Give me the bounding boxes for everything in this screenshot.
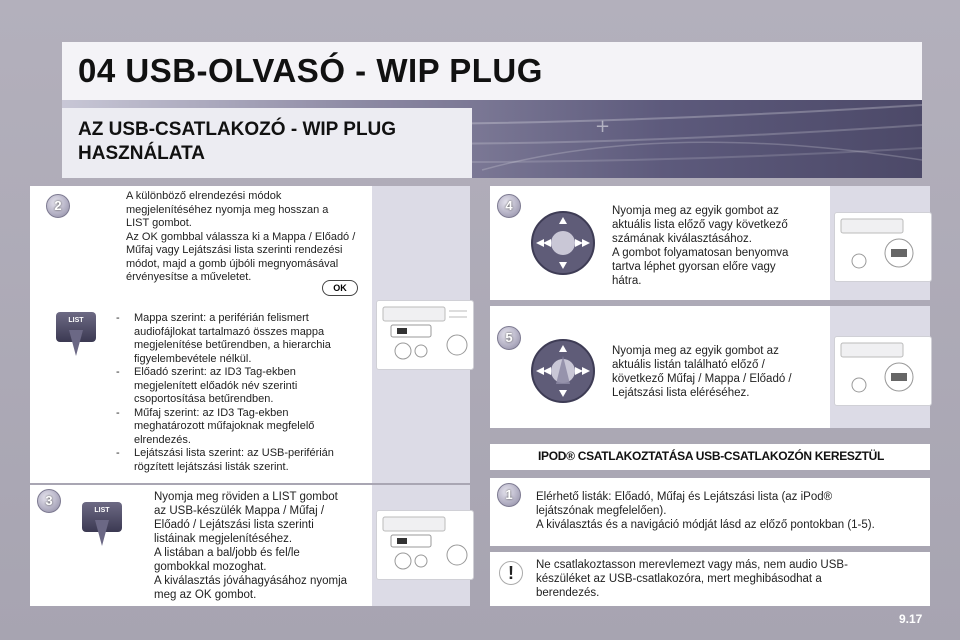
step2-bullets: [116, 312, 371, 474]
step3-badge: 3: [37, 489, 61, 513]
step3-line: gombokkal mozoghat.: [154, 561, 267, 573]
step4-line: A gombot folyamatosan benyomva: [612, 247, 789, 259]
bullet-line: rögzített lejátszási listák szerint.: [134, 460, 289, 473]
bullet-line: meghatározott műfajoknak megfelelő: [134, 420, 315, 432]
warning-text: [536, 558, 926, 600]
bullet-dash: -: [116, 406, 120, 419]
radio-unit-illustration: [834, 212, 932, 282]
step3-line: az USB-készülék Mappa / Műfaj /: [154, 505, 325, 517]
bullet-dash: -: [116, 366, 120, 378]
step2-intro-line: megjelenítéséhez nyomja meg hosszan a: [126, 203, 329, 216]
bullet-line: megjelenítése betűrendben, a hierarchia: [134, 339, 331, 351]
navigation-pad-icon: [530, 210, 596, 276]
arrow-down-icon: [69, 330, 83, 356]
bullet-line: Lejátszási lista szerint: az USB-periférián: [134, 447, 334, 459]
warning-line: berendezés.: [536, 587, 600, 599]
bullet-line: figyelembevétele nélkül.: [134, 352, 252, 365]
ipod-badge: 1: [497, 483, 521, 507]
bullet-line: Műfaj szerint: az ID3 Tag-ekben: [134, 406, 289, 419]
bullet-item: [116, 407, 371, 448]
step4-line: Nyomja meg az egyik gombot az: [612, 205, 779, 217]
step5-line: következő Műfaj / Mappa / Előadó /: [612, 373, 792, 385]
step3-line: A kiválasztás jóváhagyásához nyomja: [154, 575, 348, 587]
step4-line: tartva léphet gyorsan előre vagy: [612, 261, 776, 273]
bullet-line: Előadó szerint: az ID3 Tag-ekben: [134, 366, 296, 378]
step5-line: Lejátszási lista eléréséhez.: [612, 387, 750, 399]
step2-intro-line: Műfaj vagy Lejátszási lista szerinti rendezési: [126, 244, 343, 256]
step3-line: listáinak megjelenítéséhez.: [154, 533, 293, 545]
step2-intro-line: Az OK gombbal válassza ki a Mappa / Előadó /: [126, 230, 356, 243]
warning-line: készüléket az USB-csatlakozóra, mert meghibásodhat a: [536, 573, 822, 585]
arrow-down-icon: [95, 520, 109, 546]
bullet-item: [116, 366, 371, 407]
ipod-line: Elérhető listák: Előadó, Műfaj és Lejátszási lista (az iPod®: [536, 491, 833, 503]
ipod-line: A kiválasztás és a navigáció módját lásd az előző pontokban (1-5).: [536, 519, 875, 531]
divider: [30, 483, 470, 485]
bullet-item: [116, 312, 371, 366]
bullet-line: elrendezés.: [134, 433, 191, 446]
step4-line: aktuális lista előző vagy következő: [612, 219, 788, 231]
bullet-line: audiofájlokat tartalmazó összes mappa: [134, 325, 325, 338]
step2-intro-line: A különböző elrendezési módok: [126, 190, 282, 202]
step2-intro-line: LIST gombot.: [126, 217, 192, 229]
step5-text: [612, 344, 827, 400]
svg-text:+: +: [595, 116, 611, 137]
step3-line: Előadó / Lejátszási lista szerinti: [154, 519, 314, 531]
step2-intro-line: érvényesítse a műveletet.: [126, 271, 252, 283]
list-button-illustration: LIST: [82, 502, 122, 532]
step3-line: A listában a bal/jobb és fel/le: [154, 547, 300, 559]
bullet-line: Mappa szerint: a periférián felismert: [134, 312, 309, 324]
radio-unit-illustration: [376, 510, 474, 580]
step5-badge: 5: [497, 326, 521, 350]
step4-text: [612, 204, 822, 288]
radio-unit-illustration: [834, 336, 932, 406]
step2-badge: 2: [46, 194, 70, 218]
bullet-line: megjelenített előadók név szerinti: [134, 379, 298, 392]
subtitle-line-1: AZ USB-CSATLAKOZÓ - WIP PLUG: [78, 119, 397, 140]
step4-line: hátra.: [612, 275, 642, 287]
step2-intro: [126, 190, 371, 285]
navigation-pad-icon: [530, 338, 596, 404]
page-number: 9.17: [899, 612, 923, 626]
step5-line: Nyomja meg az egyik gombot az: [612, 345, 779, 357]
radio-unit-illustration: [376, 300, 474, 370]
step4-line: számának kiválasztásához.: [612, 233, 752, 245]
bullet-line: csoportosítása betűrendben.: [134, 393, 274, 405]
page-title: 04 USB-OLVASÓ - WIP PLUG: [78, 52, 543, 89]
step3-line: Nyomja meg röviden a LIST gombot: [154, 491, 338, 503]
warning-line: Ne csatlakoztasson merevlemezt vagy más, nem audio USB-: [536, 559, 848, 571]
step5-line: aktuális listán található előző /: [612, 359, 765, 371]
bullet-dash: -: [116, 312, 120, 324]
section-subtitle: [78, 118, 438, 166]
bullet-dash: -: [116, 447, 120, 459]
ipod-line: lejátszónak megfelelően).: [536, 505, 667, 517]
step4-badge: 4: [497, 194, 521, 218]
step2-intro-line: módot, majd a gomb újbóli megnyomásával: [126, 257, 339, 270]
warning-icon: !: [499, 561, 523, 585]
step3-text: [154, 490, 374, 602]
subtitle-line-2: HASZNÁLATA: [78, 143, 205, 164]
bullet-item: [116, 447, 371, 474]
step3-line: meg az OK gombot.: [154, 589, 257, 601]
ipod-section-title: IPOD® CSATLAKOZTATÁSA USB-CSATLAKOZÓN KERESZTÜL: [538, 449, 885, 463]
list-button-illustration: LIST: [56, 312, 96, 342]
ipod-text: [536, 490, 926, 532]
ok-button-illustration: OK: [322, 280, 358, 296]
